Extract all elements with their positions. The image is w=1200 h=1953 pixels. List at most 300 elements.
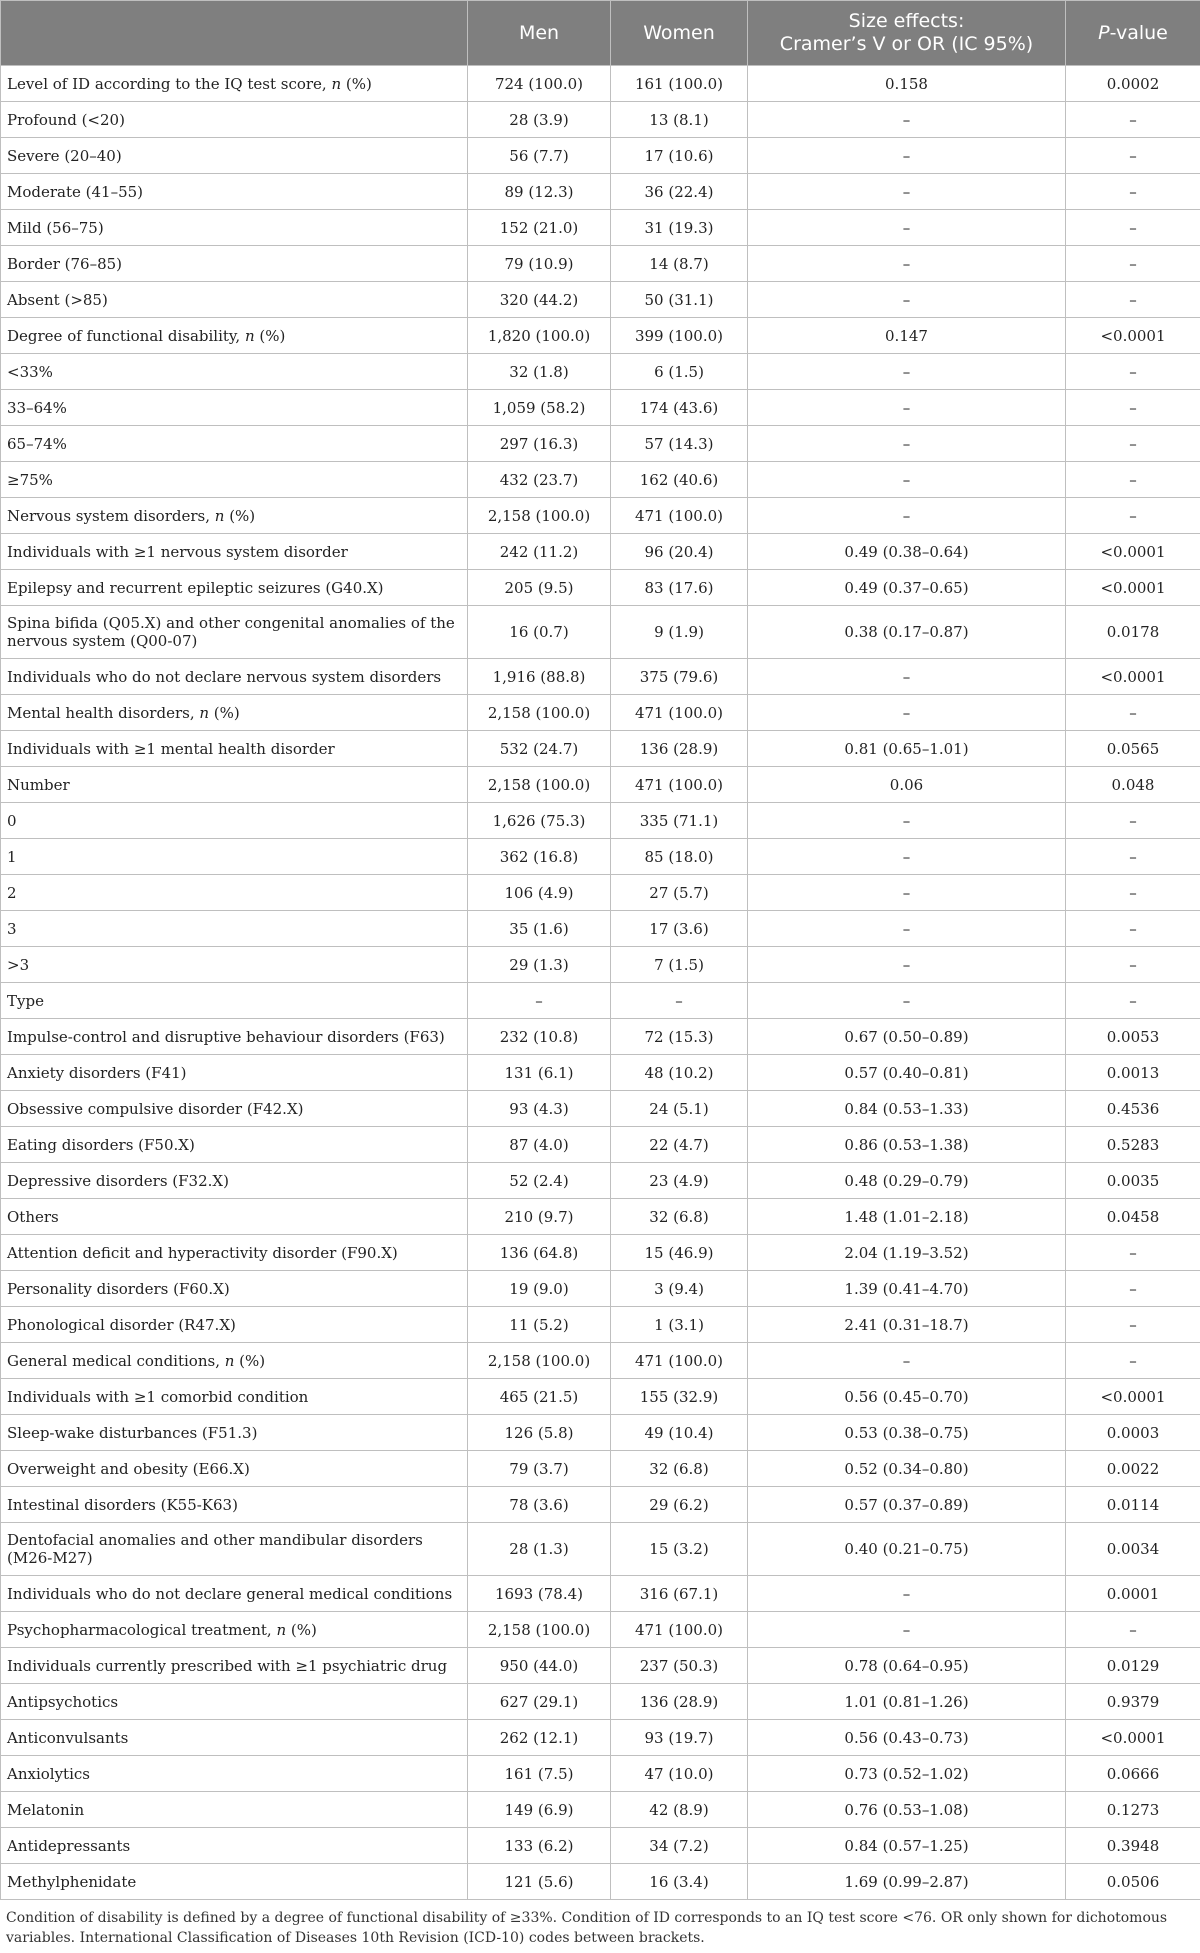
row-label-text: Individuals with ≥1 nervous system disorder [7,542,348,561]
men-cell: 19 (9.0) [468,1271,611,1307]
pct-suffix: (%) [341,74,372,93]
n-symbol: n [276,1620,287,1639]
table-row [1,1576,1200,1612]
row-label-text: 65–74% [7,434,67,453]
women-cell: 23 (4.9) [611,1163,748,1199]
effect-size-cell: – [748,174,1066,210]
men-cell: 79 (10.9) [468,246,611,282]
men-cell: 16 (0.7) [468,606,611,659]
men-cell: 56 (7.7) [468,138,611,174]
pct-suffix: (%) [209,703,240,722]
p-value-cell: 0.5283 [1066,1127,1200,1163]
row-label [1,426,468,462]
p-value-cell: <0.0001 [1066,1379,1200,1415]
table-row [1,1235,1200,1271]
men-cell: 136 (64.8) [468,1235,611,1271]
effect-size-cell: 0.81 (0.65–1.01) [748,731,1066,767]
p-value-cell: – [1066,498,1200,534]
effect-size-cell: – [748,426,1066,462]
men-cell: 320 (44.2) [468,282,611,318]
effect-size-cell: 1.01 (0.81–1.26) [748,1684,1066,1720]
men-cell: 28 (3.9) [468,102,611,138]
row-label-text: Degree of functional disability, [7,326,245,345]
row-label [1,1523,468,1576]
row-label-text: Dentofacial anomalies and other mandibular disorders (M26-M27) [7,1531,423,1567]
effect-size-cell: 0.67 (0.50–0.89) [748,1019,1066,1055]
table-row [1,767,1200,803]
table-row [1,174,1200,210]
men-cell: 149 (6.9) [468,1792,611,1828]
row-label [1,282,468,318]
p-value-cell: – [1066,695,1200,731]
effect-size-cell: 1.48 (1.01–2.18) [748,1199,1066,1235]
table-row [1,1091,1200,1127]
women-cell: 174 (43.6) [611,390,748,426]
p-value-cell: 0.0458 [1066,1199,1200,1235]
row-label-text: Impulse-control and disruptive behaviour disorders (F63) [7,1027,445,1046]
effect-size-cell: – [748,911,1066,947]
table-row [1,570,1200,606]
effect-size-cell: 0.57 (0.40–0.81) [748,1055,1066,1091]
men-cell: 11 (5.2) [468,1307,611,1343]
effect-size-cell: 2.04 (1.19–3.52) [748,1235,1066,1271]
table-row [1,1415,1200,1451]
table-row [1,1828,1200,1864]
effect-size-cell: 0.56 (0.45–0.70) [748,1379,1066,1415]
table-row [1,102,1200,138]
pct-suffix: (%) [224,506,256,525]
effect-size-cell: – [748,390,1066,426]
table-row [1,66,1200,102]
effect-size-cell: 0.52 (0.34–0.80) [748,1451,1066,1487]
effect-size-cell: – [748,1343,1066,1379]
men-cell: 205 (9.5) [468,570,611,606]
p-value-cell: 0.9379 [1066,1684,1200,1720]
men-cell: 93 (4.3) [468,1091,611,1127]
effect-size-cell: – [748,138,1066,174]
row-label-text: Border (76–85) [7,254,123,273]
women-cell: 399 (100.0) [611,318,748,354]
header-size-effects [748,1,1066,66]
p-value-cell: <0.0001 [1066,318,1200,354]
effect-size-cell: – [748,983,1066,1019]
table-row [1,983,1200,1019]
header-men: Men [468,1,611,66]
row-label [1,1127,468,1163]
p-value-cell: – [1066,1271,1200,1307]
women-cell: 161 (100.0) [611,66,748,102]
table-row [1,803,1200,839]
table-row [1,498,1200,534]
table-row [1,1163,1200,1199]
p-value-cell: <0.0001 [1066,570,1200,606]
effect-size-cell: 1.69 (0.99–2.87) [748,1864,1066,1900]
row-label-text: Moderate (41–55) [7,182,144,201]
row-label-text: 1 [7,847,17,866]
row-label-text: Anxiolytics [7,1764,90,1783]
men-cell: 210 (9.7) [468,1199,611,1235]
row-label-text: Intestinal disorders (K55-K63) [7,1495,238,1514]
effect-size-cell: – [748,102,1066,138]
men-cell: 2,158 (100.0) [468,1612,611,1648]
effect-size-cell: 0.76 (0.53–1.08) [748,1792,1066,1828]
women-cell: 15 (46.9) [611,1235,748,1271]
men-cell: 1,059 (58.2) [468,390,611,426]
p-value-cell: 0.1273 [1066,1792,1200,1828]
p-value-cell: – [1066,282,1200,318]
p-value-cell: 0.0053 [1066,1019,1200,1055]
row-label-text: Attention deficit and hyperactivity disorder (F90.X) [7,1243,398,1262]
table-row [1,1451,1200,1487]
effect-size-cell: 0.38 (0.17–0.87) [748,606,1066,659]
women-cell: 16 (3.4) [611,1864,748,1900]
women-cell: 96 (20.4) [611,534,748,570]
row-label-text: Others [7,1207,59,1226]
table-row [1,1523,1200,1576]
row-label-text: Eating disorders (F50.X) [7,1135,195,1154]
pct-suffix: (%) [286,1620,317,1639]
p-value-cell: 0.0013 [1066,1055,1200,1091]
p-value-cell: – [1066,246,1200,282]
effect-size-cell: – [748,1612,1066,1648]
table-row [1,318,1200,354]
table-row [1,875,1200,911]
women-cell: 162 (40.6) [611,462,748,498]
row-label-text: General medical conditions, [7,1351,225,1370]
header-p-rest: -value [1109,21,1168,44]
category-label [1,1343,468,1379]
table-row [1,210,1200,246]
n-symbol: n [199,703,210,722]
table-row [1,911,1200,947]
effect-size-cell: – [748,282,1066,318]
women-cell: 36 (22.4) [611,174,748,210]
women-cell: 47 (10.0) [611,1756,748,1792]
effect-size-cell: – [748,803,1066,839]
women-cell: 6 (1.5) [611,354,748,390]
women-cell: 24 (5.1) [611,1091,748,1127]
women-cell: 22 (4.7) [611,1127,748,1163]
row-label-text: Absent (>85) [7,290,108,309]
table-row [1,659,1200,695]
women-cell: 31 (19.3) [611,210,748,246]
p-value-cell: 0.0001 [1066,1576,1200,1612]
women-cell: 471 (100.0) [611,498,748,534]
women-cell: 34 (7.2) [611,1828,748,1864]
effect-size-cell: 0.84 (0.53–1.33) [748,1091,1066,1127]
p-value-cell: – [1066,839,1200,875]
row-label [1,875,468,911]
table-row [1,534,1200,570]
table-row [1,246,1200,282]
category-label [1,498,468,534]
row-label [1,606,468,659]
header-size-effects-line1: Size effects: [848,10,965,33]
row-label-text: >3 [7,955,30,974]
men-cell: 161 (7.5) [468,1756,611,1792]
p-value-cell: 0.4536 [1066,1091,1200,1127]
p-value-cell: – [1066,911,1200,947]
men-cell: 89 (12.3) [468,174,611,210]
effect-size-cell: – [748,1576,1066,1612]
pct-suffix: (%) [234,1351,266,1370]
women-cell: 57 (14.3) [611,426,748,462]
header-label-column [1,1,468,66]
row-label [1,1379,468,1415]
women-cell: 50 (31.1) [611,282,748,318]
table-row [1,1271,1200,1307]
table-row [1,1019,1200,1055]
p-value-cell: <0.0001 [1066,659,1200,695]
men-cell: 79 (3.7) [468,1451,611,1487]
women-cell: 72 (15.3) [611,1019,748,1055]
p-value-cell: – [1066,1307,1200,1343]
women-cell: – [611,983,748,1019]
men-cell: 950 (44.0) [468,1648,611,1684]
row-label [1,1756,468,1792]
row-label [1,1415,468,1451]
effect-size-cell: – [748,875,1066,911]
women-cell: 237 (50.3) [611,1648,748,1684]
table-header [1,1,1200,66]
table-row [1,1343,1200,1379]
effect-size-cell: – [748,659,1066,695]
row-label [1,462,468,498]
women-cell: 49 (10.4) [611,1415,748,1451]
table-footnote: Condition of disability is defined by a degree of functional disability of ≥33%. Condition of ID corresponds to an IQ test score <76. OR only shown for dichotomous variables. International Classification of Diseases 10th Revision (ICD-10) codes between brackets. [6,1910,1168,1947]
men-cell: 432 (23.7) [468,462,611,498]
row-label-text: Obsessive compulsive disorder (F42.X) [7,1099,304,1118]
effect-size-cell: – [748,839,1066,875]
table-row [1,1487,1200,1523]
men-cell: 29 (1.3) [468,947,611,983]
p-value-cell: – [1066,1343,1200,1379]
row-label-text: 3 [7,919,17,938]
women-cell: 83 (17.6) [611,570,748,606]
table-row [1,606,1200,659]
row-label [1,1163,468,1199]
row-label-text: Anticonvulsants [7,1728,129,1747]
p-value-cell: 0.0129 [1066,1648,1200,1684]
row-label-text: ≥75% [7,470,53,489]
row-label [1,767,468,803]
p-value-cell: – [1066,390,1200,426]
men-cell: 532 (24.7) [468,731,611,767]
row-label [1,210,468,246]
row-label [1,983,468,1019]
women-cell: 93 (19.7) [611,1720,748,1756]
men-cell: 465 (21.5) [468,1379,611,1415]
row-label-text: Depressive disorders (F32.X) [7,1171,229,1190]
women-cell: 29 (6.2) [611,1487,748,1523]
women-cell: 471 (100.0) [611,1612,748,1648]
women-cell: 32 (6.8) [611,1451,748,1487]
women-cell: 136 (28.9) [611,1684,748,1720]
p-value-cell: – [1066,426,1200,462]
women-cell: 42 (8.9) [611,1792,748,1828]
p-value-cell: – [1066,174,1200,210]
table-row [1,1792,1200,1828]
category-label [1,318,468,354]
men-cell: 28 (1.3) [468,1523,611,1576]
men-cell: 52 (2.4) [468,1163,611,1199]
row-label-text: Melatonin [7,1800,85,1819]
women-cell: 471 (100.0) [611,695,748,731]
row-label [1,534,468,570]
women-cell: 85 (18.0) [611,839,748,875]
p-value-cell: – [1066,947,1200,983]
p-value-cell: 0.0035 [1066,1163,1200,1199]
women-cell: 136 (28.9) [611,731,748,767]
men-cell: 121 (5.6) [468,1864,611,1900]
row-label-text: Individuals currently prescribed with ≥1 psychiatric drug [7,1656,448,1675]
row-label [1,246,468,282]
table-row [1,282,1200,318]
table-row [1,1379,1200,1415]
row-label-text: 2 [7,883,17,902]
men-cell: 1,916 (88.8) [468,659,611,695]
table-row [1,1720,1200,1756]
row-label [1,1055,468,1091]
row-label [1,1864,468,1900]
effect-size-cell: 0.84 (0.57–1.25) [748,1828,1066,1864]
effect-size-cell: 0.78 (0.64–0.95) [748,1648,1066,1684]
row-label-text: Nervous system disorders, [7,506,215,525]
men-cell: 1,626 (75.3) [468,803,611,839]
effect-size-cell: 0.73 (0.52–1.02) [748,1756,1066,1792]
table-row [1,695,1200,731]
women-cell: 471 (100.0) [611,767,748,803]
table-body [1,66,1200,1900]
table-row [1,426,1200,462]
category-label [1,695,468,731]
row-label-text: <33% [7,362,53,381]
p-value-cell: <0.0001 [1066,534,1200,570]
table-row [1,1612,1200,1648]
women-cell: 471 (100.0) [611,1343,748,1379]
women-cell: 14 (8.7) [611,246,748,282]
p-value-cell: – [1066,210,1200,246]
row-label [1,731,468,767]
effect-size-cell: 0.86 (0.53–1.38) [748,1127,1066,1163]
p-value-cell: 0.0565 [1066,731,1200,767]
row-label-text: Individuals with ≥1 mental health disorder [7,739,335,758]
row-label [1,947,468,983]
row-label-text: Mild (56–75) [7,218,104,237]
row-label [1,102,468,138]
men-cell: 2,158 (100.0) [468,767,611,803]
p-value-cell: 0.0506 [1066,1864,1200,1900]
table-row [1,1307,1200,1343]
header-women: Women [611,1,748,66]
men-cell: 232 (10.8) [468,1019,611,1055]
effect-size-cell: – [748,947,1066,983]
women-cell: 15 (3.2) [611,1523,748,1576]
men-cell: 1693 (78.4) [468,1576,611,1612]
table-row [1,1684,1200,1720]
row-label [1,1451,468,1487]
effect-size-cell: 0.49 (0.38–0.64) [748,534,1066,570]
table-row [1,1055,1200,1091]
row-label-text: 0 [7,811,17,830]
row-label [1,911,468,947]
women-cell: 335 (71.1) [611,803,748,839]
pct-suffix: (%) [254,326,286,345]
women-cell: 17 (10.6) [611,138,748,174]
row-label [1,138,468,174]
row-label [1,839,468,875]
table-row [1,138,1200,174]
row-label-text: Profound (<20) [7,110,125,129]
row-label-text: Severe (20–40) [7,146,122,165]
p-value-cell: – [1066,983,1200,1019]
row-label [1,1019,468,1055]
effect-size-cell: – [748,462,1066,498]
men-cell: 262 (12.1) [468,1720,611,1756]
p-value-cell: – [1066,102,1200,138]
row-label [1,659,468,695]
men-cell: 106 (4.9) [468,875,611,911]
p-value-cell: – [1066,803,1200,839]
row-label-text: Methylphenidate [7,1872,137,1891]
p-value-cell: – [1066,1235,1200,1271]
row-label [1,1720,468,1756]
row-label [1,1091,468,1127]
row-label-text: Type [7,991,44,1010]
women-cell: 27 (5.7) [611,875,748,911]
table-row [1,731,1200,767]
header-size-effects-line2: Cramer’s V or OR (IC 95%) [779,33,1034,55]
p-value-cell: 0.3948 [1066,1828,1200,1864]
table-row [1,1127,1200,1163]
row-label [1,1576,468,1612]
men-cell: 78 (3.6) [468,1487,611,1523]
row-label-text: Level of ID according to the IQ test score, [7,74,332,93]
men-cell: 242 (11.2) [468,534,611,570]
men-cell: 126 (5.8) [468,1415,611,1451]
men-cell: 1,820 (100.0) [468,318,611,354]
row-label [1,390,468,426]
category-label [1,66,468,102]
row-label [1,570,468,606]
men-cell: 2,158 (100.0) [468,1343,611,1379]
effect-size-cell: – [748,354,1066,390]
men-cell: 35 (1.6) [468,911,611,947]
row-label-text: Overweight and obesity (E66.X) [7,1459,250,1478]
row-label [1,803,468,839]
effect-size-cell: 0.56 (0.43–0.73) [748,1720,1066,1756]
p-value-cell: 0.0114 [1066,1487,1200,1523]
men-cell: – [468,983,611,1019]
effect-size-cell: 0.06 [748,767,1066,803]
men-cell: 297 (16.3) [468,426,611,462]
row-label [1,1199,468,1235]
p-value-cell: <0.0001 [1066,1720,1200,1756]
p-value-cell: 0.048 [1066,767,1200,803]
table-row [1,1756,1200,1792]
effect-size-cell: – [748,246,1066,282]
row-label [1,1648,468,1684]
effect-size-cell: 0.57 (0.37–0.89) [748,1487,1066,1523]
p-value-cell: – [1066,138,1200,174]
row-label-text: Epilepsy and recurrent epileptic seizures (G40.X) [7,578,384,597]
men-cell: 133 (6.2) [468,1828,611,1864]
row-label [1,354,468,390]
p-value-cell: – [1066,462,1200,498]
men-cell: 32 (1.8) [468,354,611,390]
row-label [1,1828,468,1864]
men-cell: 2,158 (100.0) [468,695,611,731]
